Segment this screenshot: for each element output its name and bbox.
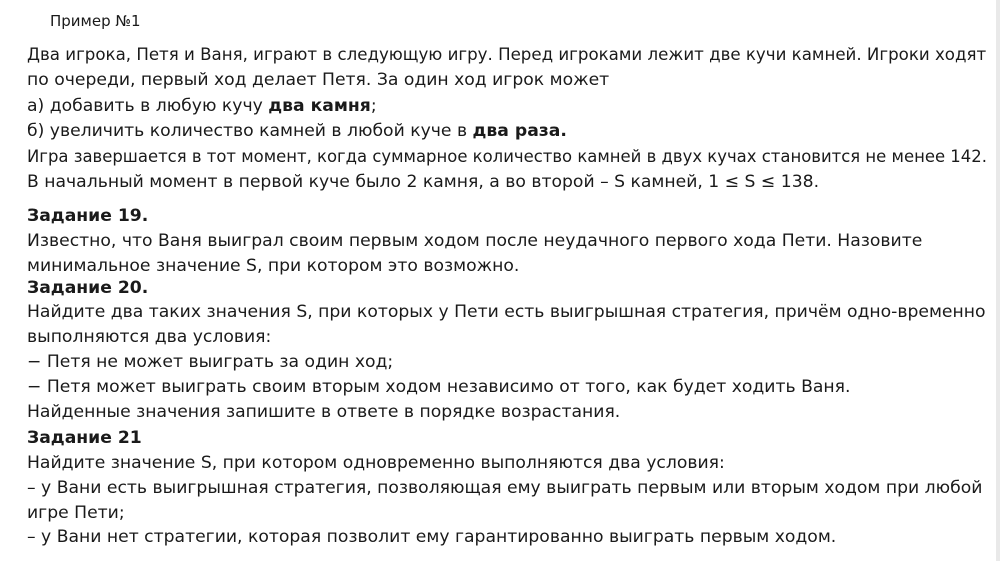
intro-start-condition: В начальный момент в первой куче было 2 камня, а во второй – S камней, 1 ≤ S ≤ 138. <box>27 172 820 192</box>
task19-heading: Задание 19. <box>27 206 149 226</box>
option-a-bold: два камня <box>268 96 371 116</box>
intro-line-1: Два игрока, Петя и Ваня, играют в следующую игру. Перед игроками лежит две кучи камней. Игроки ходят <box>27 45 987 64</box>
intro-option-a <box>27 94 377 118</box>
task20-line-1: Найдите два таких значения S, при которых у Пети есть выигрышная стратегия, причём одно-временно <box>27 302 986 322</box>
task20-condition-2: − Петя может выиграть своим вторым ходом независимо от того, как будет ходить Ваня. <box>27 377 851 397</box>
task20-heading: Задание 20. <box>27 278 149 298</box>
task21-condition-1-line-1: – у Вани есть выигрышная стратегия, позволяющая ему выиграть первым или вторым ходом при любой <box>27 478 983 498</box>
task20-final-line: Найденные значения запишите в ответе в порядке возрастания. <box>27 402 621 422</box>
intro-option-b <box>27 119 567 143</box>
task21-heading: Задание 21 <box>27 428 142 448</box>
task19-line-1: Известно, что Ваня выиграл своим первым ходом после неудачного первого хода Пети. Назовите <box>27 231 923 251</box>
example-title: Пример №1 <box>50 12 141 30</box>
intro-line-2: по очереди, первый ход делает Петя. За один ход игрок может <box>27 70 610 90</box>
option-a-suffix: ; <box>370 96 377 116</box>
task19-line-2: минимальное значение S, при котором это возможно. <box>27 256 520 276</box>
task21-condition-2: – у Вани нет стратегии, которая позволит ему гарантированно выиграть первым ходом. <box>27 527 837 547</box>
option-a-prefix: а) добавить в любую кучу <box>27 96 269 116</box>
option-b-bold: два раза. <box>472 121 567 141</box>
task21-condition-1-line-2: игре Пети; <box>27 503 125 523</box>
right-edge-divider <box>996 0 1000 561</box>
task20-line-2: выполняются два условия: <box>27 327 272 347</box>
option-b-prefix: б) увеличить количество камней в любой куче в <box>27 121 473 141</box>
intro-end-condition: Игра завершается в тот момент, когда суммарное количество камней в двух кучах становится не менее 142. <box>27 147 987 166</box>
task21-line-1: Найдите значение S, при котором одновременно выполняются два условия: <box>27 453 725 473</box>
task20-condition-1: − Петя не может выиграть за один ход; <box>27 352 394 372</box>
